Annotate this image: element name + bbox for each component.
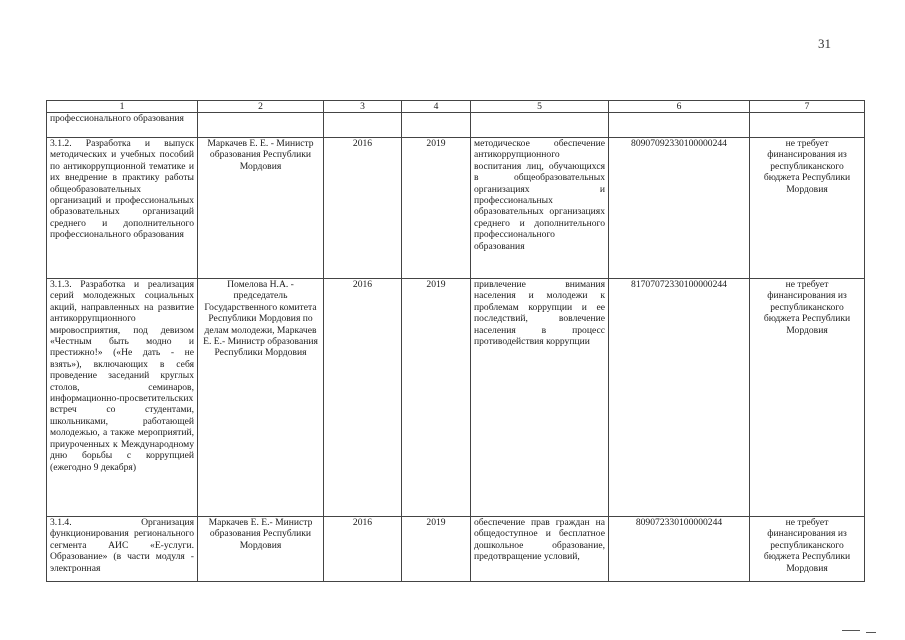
column-header: 5 bbox=[471, 101, 609, 113]
end-year-cell: 2019 bbox=[402, 138, 471, 279]
start-year-cell: 2016 bbox=[324, 138, 402, 279]
responsible-cell: Маркачев Е. Е. - Министр образования Республики Мордовия bbox=[198, 138, 324, 279]
activities-table bbox=[46, 100, 865, 582]
result-cell bbox=[471, 113, 609, 138]
funding-cell: не требует финансирования из республиканского бюджета Республики Мордовия bbox=[750, 138, 865, 279]
end-year-cell: 2019 bbox=[402, 279, 471, 517]
funding-cell: не требует финансирования из республиканского бюджета Республики Мордовия bbox=[750, 279, 865, 517]
start-year-cell bbox=[324, 113, 402, 138]
end-year-cell: 2019 bbox=[402, 517, 471, 582]
column-header: 2 bbox=[198, 101, 324, 113]
column-header: 7 bbox=[750, 101, 865, 113]
end-year-cell bbox=[402, 113, 471, 138]
result-cell: обеспечение прав граждан на общедоступное и бесплатное дошкольное образование, предотвращение условий, bbox=[471, 517, 609, 582]
responsible-cell: Помелова Н.А. - председатель Государственного комитета Республики Мордовия по делам молодежи, Маркачев Е. Е.- Министр образования Республики Мордовия bbox=[198, 279, 324, 517]
table-row bbox=[47, 138, 865, 279]
kbk-cell: 80907092330100000244 bbox=[609, 138, 750, 279]
activity-cell: профессионального образования bbox=[47, 113, 198, 138]
responsible-cell bbox=[198, 113, 324, 138]
column-header: 3 bbox=[324, 101, 402, 113]
page-number: 31 bbox=[818, 36, 831, 51]
responsible-cell: Маркачев Е. Е.- Министр образования Республики Мордовия bbox=[198, 517, 324, 582]
table-row bbox=[47, 517, 865, 582]
scan-artifact bbox=[866, 632, 876, 633]
kbk-cell bbox=[609, 113, 750, 138]
result-cell: привлечение внимания населения и молодежи к проблемам коррупции и ее последствий, вовлечение населения в процесс противодействия коррупции bbox=[471, 279, 609, 517]
table-row bbox=[47, 279, 865, 517]
column-header: 1 bbox=[47, 101, 198, 113]
start-year-cell: 2016 bbox=[324, 279, 402, 517]
kbk-cell: 809072330100000244 bbox=[609, 517, 750, 582]
activity-cell: 3.1.3. Разработка и реализация серий молодежных социальных акций, направленных на развитие антикоррупционного мировосприятия, под девизом «Честным быть модно и престижно!» («Не дать - не взять»), включающих в себя проведение заседаний круглых столов, семинаров, информационно-просветительских встреч со студентами, школьниками, работающей молодежью, а также мероприятий, приуроченных к Международному дню борьбы с коррупцией (ежегодно 9 декабря) bbox=[47, 279, 198, 517]
funding-cell bbox=[750, 113, 865, 138]
table-row bbox=[47, 113, 865, 138]
column-header: 4 bbox=[402, 101, 471, 113]
kbk-cell: 81707072330100000244 bbox=[609, 279, 750, 517]
column-header: 6 bbox=[609, 101, 750, 113]
scan-artifact bbox=[842, 630, 860, 631]
table-header-row bbox=[47, 101, 865, 113]
start-year-cell: 2016 bbox=[324, 517, 402, 582]
activity-cell: 3.1.2. Разработка и выпуск методических и учебных пособий по антикоррупционной тематике и их внедрение в практику работы общеобразовательных организаций и профессиональных образовательных организаций среднего и дополнительного профессионального образования bbox=[47, 138, 198, 279]
funding-cell: не требует финансирования из республиканского бюджета Республики Мордовия bbox=[750, 517, 865, 582]
result-cell: методическое обеспечение антикоррупционного воспитания лиц, обучающихся в общеобразовательных организациях и профессиональных образовательных организациях среднего и дополнительного профессионального образования bbox=[471, 138, 609, 279]
activity-cell: 3.1.4. Организация функционирования регионального сегмента АИС «Е-услуги. Образование» (в части модуля - электронная bbox=[47, 517, 198, 582]
